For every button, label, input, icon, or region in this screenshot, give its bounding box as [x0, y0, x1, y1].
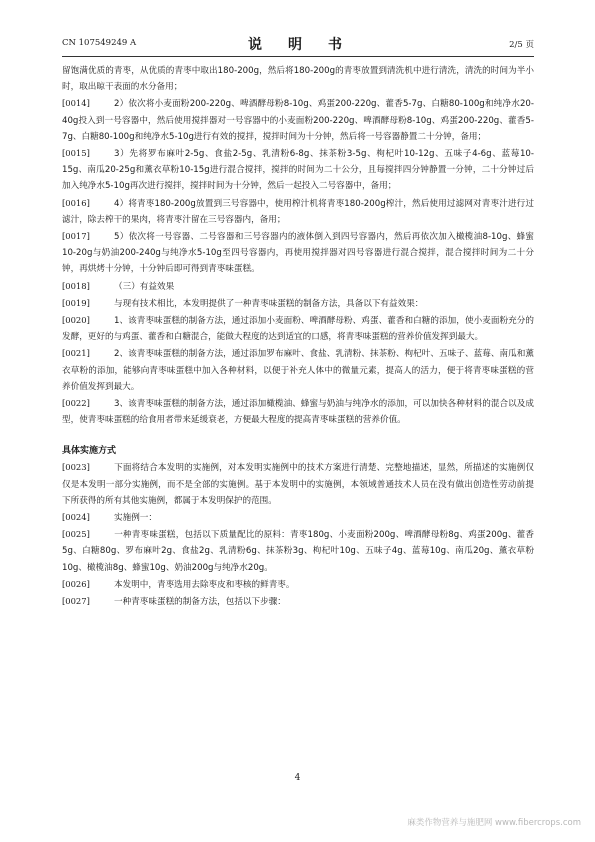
paragraph-number: [0015] — [62, 148, 90, 159]
paragraph-number: [0018] — [62, 280, 90, 291]
paragraph: 留饱满优质的青枣，从优质的青枣中取出180-200g，然后将180-200g的青枣放置到清洗机中进行清洗，清洗的时间为半小时，取出晾干表面的水分备用； — [62, 66, 534, 93]
paragraph-number: [0017] — [62, 231, 90, 242]
paragraph-0019: [0019] 与现有技术相比，本发明提供了一种青枣味蛋糕的制备方法，具备以下有益效果： — [62, 295, 534, 312]
paragraph-number: [0019] — [62, 297, 90, 308]
page-header — [62, 34, 534, 57]
publication-number: CN 107549249 A — [62, 38, 137, 48]
paragraph-0027: [0027] 一种青枣味蛋糕的制备方法，包括以下步骤： — [62, 593, 534, 610]
paragraph-0025: [0025] 一种青枣味蛋糕，包括以下质量配比的原料：青枣180g、小麦面粉200g、啤酒酵母粉8g、鸡蛋200g、藿香5g、白糖80g、罗布麻叶2g、食盐2g、乳清粉6g、抹茶粉3g、枸杞叶10g、五味子4g、蓝莓10g、南瓜20g、薰衣草粉10g、橄榄油8g、蜂蜜10g、奶油200g与纯净水20g。 — [62, 526, 534, 576]
section-heading: 具体实施方式 — [62, 446, 117, 457]
paragraph-0026: [0026] 本发明中，青枣选用去除枣皮和枣核的鲜青枣。 — [62, 576, 534, 593]
paragraph-number: [0020] — [62, 315, 90, 326]
document-title: 说 明 书 — [248, 37, 348, 53]
paragraph-0014: [0014] 2）依次将小麦面粉200-220g、啤酒酵母粉8-10g、鸡蛋200-220g、藿香5-7g、白糖80-100g和纯净水20-40g投入到一号容器中，然后使用搅拌器对一号容器中的小麦面粉200-220g、啤酒酵母粉8-10g、鸡蛋200-220g、藿香5-7g、白糖80-100g和纯净水5-10g进行有效的搅拌，搅拌时间为十分钟，然后将一号容器静置二十分钟，备用； — [62, 95, 534, 145]
paragraph-number: [0025] — [62, 529, 90, 540]
paragraph-0020: [0020] 1、该青枣味蛋糕的制备方法，通过添加小麦面粉、啤酒酵母粉、鸡蛋、藿香和白糖的添加，使小麦面粉充分的发酵，更好的与鸡蛋、藿香和白糖混合，能做大程度的达到适宜的口感，将青枣味蛋糕的营养价值发挥到最大。 — [62, 312, 534, 345]
paragraph-number: [0014] — [62, 98, 90, 109]
paragraph-0021: [0021] 2、该青枣味蛋糕的制备方法，通过添加罗布麻叶、食盐、乳清粉、抹茶粉、枸杞叶、五味子、蓝莓、南瓜和薰衣草粉的添加，能够向青枣味蛋糕中加入各种材料，以便于补充人体中的微量元素，提高人的活力，便于将青枣味蛋糕的营养价值发挥到最大。 — [62, 345, 534, 395]
paragraph-number: [0026] — [62, 578, 90, 589]
paragraph-number: [0016] — [62, 197, 90, 208]
paragraph-0022: [0022] 3、该青枣味蛋糕的制备方法，通过添加橄榄油、蜂蜜与奶油与纯净水的添加，可以加快各种材料的混合以及成型，使青枣味蛋糕的给食用者带来延缓衰老，方便最大程度的提高青枣味蛋糕的营养价值。 — [62, 395, 534, 428]
page-number: 4 — [294, 773, 301, 783]
paragraph-number: [0021] — [62, 348, 90, 359]
paragraph-number: [0022] — [62, 398, 90, 409]
document-body — [62, 63, 534, 610]
paragraph-0015: [0015] 3）先将罗布麻叶2-5g、食盐2-5g、乳清粉6-8g、抹茶粉3-5g、枸杞叶10-12g、五味子4-6g、蓝莓10-15g、南瓜20-25g和薰衣草粉10-15g进行混合搅拌，搅拌的时间为二十公分，且每搅拌四分钟静置一分钟，二十分钟过后加入纯净水5-10g再次进行搅拌，搅拌时间为十分钟，然后一起投入二号容器中，备用； — [62, 145, 534, 195]
paragraph-0023: [0023] 下面将结合本发明的实施例，对本发明实施例中的技术方案进行清楚、完整地描述，显然，所描述的实施例仅仅是本发明一部分实施例，而不是全部的实施例。基于本发明中的实施例，本领域普通技术人员在没有做出创造性劳动前提下所获得的所有其他实施例，都属于本发明保护的范围。 — [62, 459, 534, 509]
paragraph-number: [0023] — [62, 462, 90, 473]
page-ratio: 2/5 页 — [509, 40, 534, 50]
paragraph-0018: [0018] （三）有益效果 — [62, 278, 534, 295]
paragraph-number: [0027] — [62, 596, 90, 607]
paragraph-0016: [0016] 4）将青枣180-200g放置到三号容器中，使用榨汁机将青枣180-200g榨汁，然后使用过滤网对青枣汁进行过滤汁，除去榨干的果肉，将青枣汁留在三号容器内，备用； — [62, 195, 534, 228]
paragraph-0024: [0024] 实施例一： — [62, 509, 534, 526]
paragraph-0017: [0017] 5）依次将一号容器、二号容器和三号容器内的液体倒入到四号容器内，然后再依次加入橄榄油8-10g、蜂蜜10-20g与奶油200-240g与纯净水5-10g至四号容器内，再使用搅拌器对四号容器进行混合搅拌，混合搅拌时间为二十分钟，再烘烤十分钟，十分钟后即可得到青枣味蛋糕。 — [62, 228, 534, 278]
watermark: 麻类作物营养与施肥网 www.fibercrops.com — [407, 818, 581, 828]
paragraph-number: [0024] — [62, 512, 90, 523]
